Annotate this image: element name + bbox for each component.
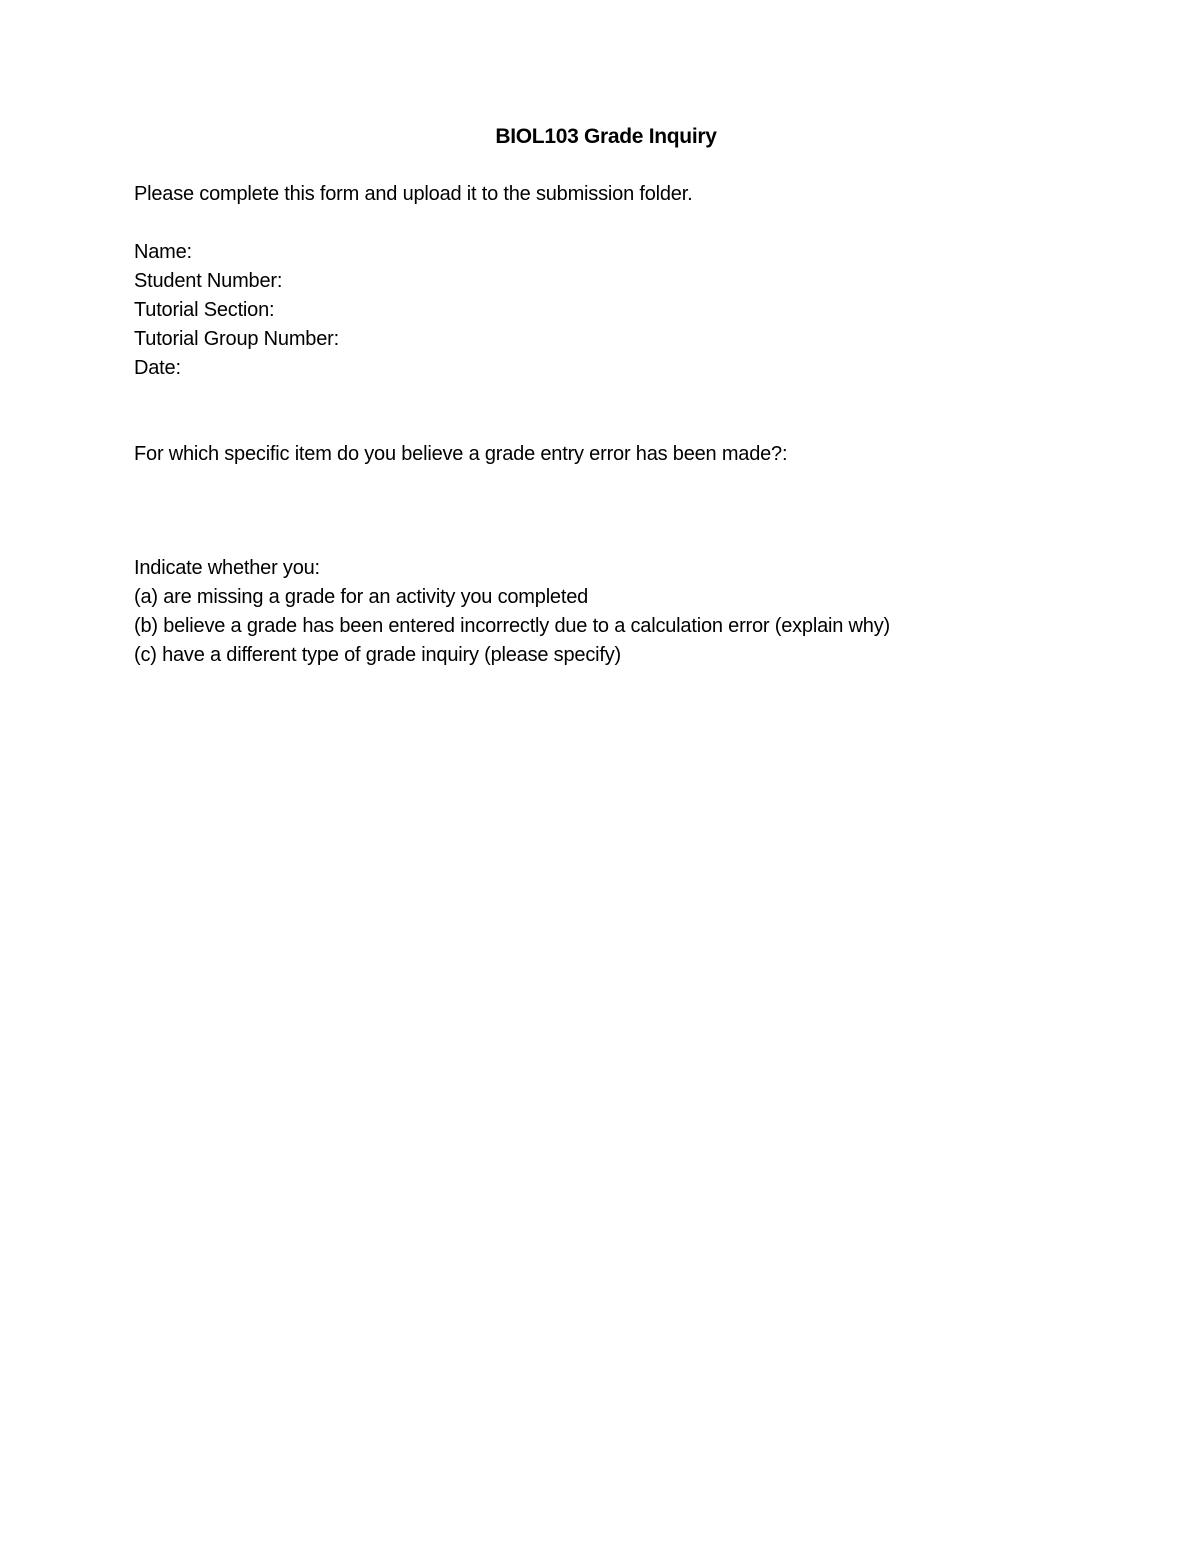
- document-title: BIOL103 Grade Inquiry: [495, 125, 717, 148]
- field-label-tutorial-group-number: Tutorial Group Number:: [134, 328, 339, 350]
- intro-instruction: Please complete this form and upload it to the submission folder.: [134, 183, 693, 205]
- field-label-date: Date:: [134, 357, 181, 379]
- option-other-inquiry: (c) have a different type of grade inquiry (please specify): [134, 644, 621, 666]
- grade-error-question: For which specific item do you believe a grade entry error has been made?:: [134, 443, 788, 465]
- indicate-heading: Indicate whether you:: [134, 557, 320, 579]
- option-missing-grade: (a) are missing a grade for an activity you completed: [134, 586, 589, 608]
- field-label-tutorial-section: Tutorial Section:: [134, 299, 275, 321]
- field-label-name: Name:: [134, 241, 192, 263]
- field-label-student-number: Student Number:: [134, 270, 283, 292]
- option-calculation-error: (b) believe a grade has been entered incorrectly due to a calculation error (explain why): [134, 615, 890, 637]
